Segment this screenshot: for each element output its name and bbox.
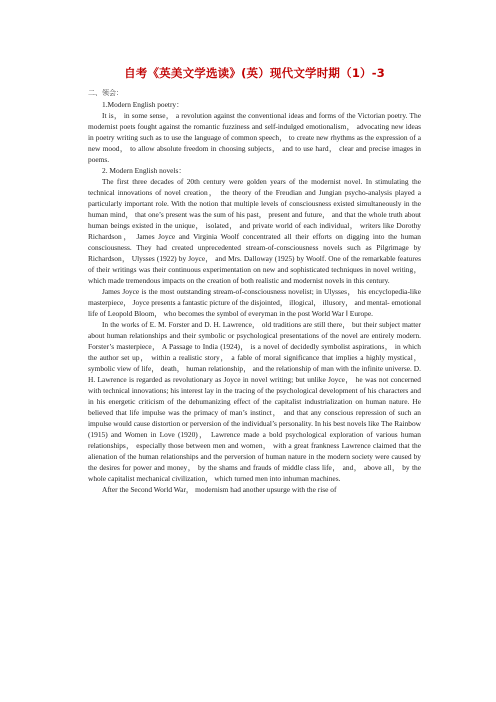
- document-body: [88, 88, 421, 495]
- novels-heading: 2. Modern English novels：: [102, 166, 186, 175]
- poetry-paragraph: It is， in some sense， a revolution against the conventional ideas and forms of the Victorian poetry. The modernist poets fought against the romantic fuzziness and self-indulged emotionalism， advocating new ideas in poetry writing such as to use the language of common speech， to create new rhythms as the expression of a new mood， to allow absolute freedom in choosing subjects， and to use hard， clear and precise images in poems.: [88, 111, 421, 164]
- section-label: 二、领会：: [88, 89, 123, 97]
- poetry-heading: 1.Modern English poetry：: [102, 100, 184, 109]
- novels-paragraph-3: In the works of E. M. Forster and D. H. Lawrence， old traditions are still there， but their subject matter about human relationships and their symbolic or psychological presentations of the novel are entirely modern. Forster’s masterpiece， A Passage to India (1924)， is a novel of decidedly symbolist aspirations， in which the author set up， within a realistic story， a fable of moral significance that implies a highly mystical， symbolic view of life， death， human relationship， and the relationship of man with the infinite universe. D. H. Lawrence is regarded as revolutionary as Joyce in novel writing; but unlike Joyce， he was not concerned with technical innovations; his interest lay in the tracing of the psychological development of his characters and in his energetic criticism of the dehumanizing effect of the capitalist industrialization on human nature. He believed that life impulse was the primacy of man’s instinct， and that any conscious repression of such an impulse would cause distortion or perversion of the individual’s personality. In his best novels like The Rainbow (1915) and Women in Love (1920)， Lawrence made a bold psychological exploration of various human relationships， especially those between men and women， with a great frankness Lawrence claimed that the alienation of the human relationships and the perversion of human nature in the modern society were caused by the desires for power and money， by the shams and frauds of middle class life， and， above all， by the whole capitalist mechanical civilization， which turned men into inhuman machines.: [88, 320, 421, 483]
- novels-paragraph-2: James Joyce is the most outstanding stream-of-consciousness novelist; in Ulysses， his encyclopedia-like masterpiece， Joyce presents a fantastic picture of the disjointed， illogical， illusory， and mental- emotional life of Leopold Bloom， who becomes the symbol of everyman in the post World War Ⅰ Europe.: [88, 287, 421, 318]
- page-title: 自考《英美文学选读》(英）现代文学时期（1）-3: [124, 66, 385, 80]
- novels-paragraph-1: The first three decades of 20th century were golden years of the modernist novel. In stimulating the technical innovations of novel creation， the theory of the Freudian and Jungian psycho-analysis played a particularly important role. With the notion that multiple levels of consciousness existed simultaneously in the human mind， that one’s present was the sum of his past， present and future， and that the whole truth about human beings existed in the unique， isolated， and private world of each individual， writers like Dorothy Richardson， James Joyce and Virginia Woolf concentrated all their efforts on digging into the human consciousness. They had created unprecedented stream-of-consciousness novels such as Pilgrimage by Richardson， Ulysses (1922) by Joyce， and Mrs. Dalloway (1925) by Woolf. One of the remarkable features of their writings was their continuous experimentation on new and sophisticated techniques in novel writing， which made tremendous impacts on the creation of both realistic and modernist novels in this century.: [88, 177, 421, 285]
- novels-paragraph-4: After the Second World War， modernism had another upsurge with the rise of: [102, 485, 337, 494]
